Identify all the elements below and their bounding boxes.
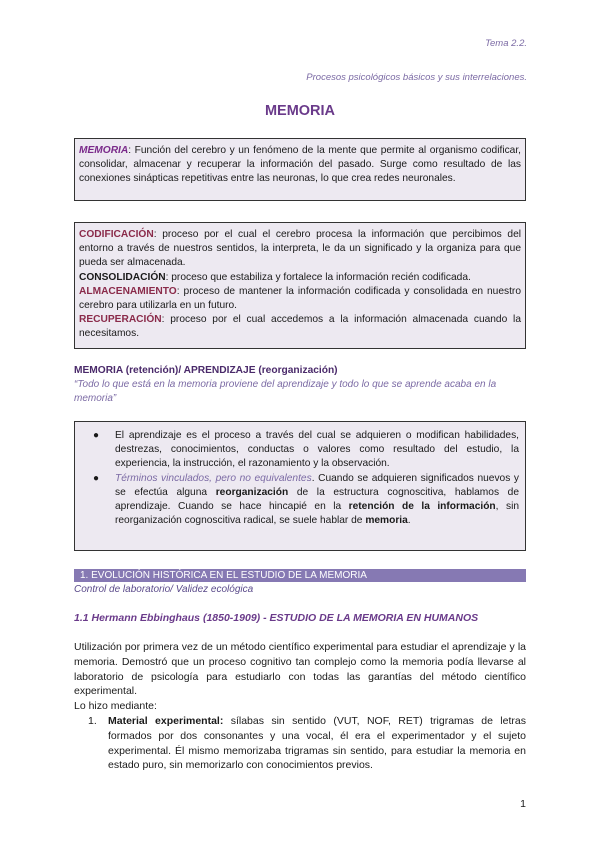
list-item [81,429,519,472]
section-heading: MEMORIA (retención)/ APRENDIZAJE (reorganización) [74,365,338,376]
bullet-text: El aprendizaje es el proceso a través del cual se adquieren o modifican habilidades, destrezas, conocimientos, conductas o valores como resultado del estudio, la experiencia, la instrucción, el razonamiento y la observación. [115,430,519,470]
bullet-icon: ● [93,472,100,484]
body-text [74,640,526,773]
bullet-bold: reorganización [215,486,289,498]
bullet-bold: retención de la información [348,501,496,513]
process-term: ALMACENAMIENTO [79,285,177,297]
section-quote: “Todo lo que está en la memoria proviene del aprendizaje y todo lo que se aprende acaba en la memoria” [74,379,497,404]
process-term: CONSOLIDACIÓN [79,271,166,283]
item-number: 1. [88,714,97,727]
section-band: 1. EVOLUCIÓN HISTÓRICA EN EL ESTUDIO DE LA MEMORIA [74,569,526,582]
subsection-heading: 1.1 Hermann Ebbinghaus (1850-1909) - ESTUDIO DE LA MEMORIA EN HUMANOS [74,612,479,624]
bullet-bold: memoria [365,515,408,527]
paragraph: Lo hizo mediante: [74,700,157,713]
item-text: sílabas sin sentido (VUT, NOF, RET) trigramas de letras formados por dos consonantes y una vocal, él era el experimentador y el sujeto experimental. Él mismo memorizaba trigramas sin sentido, para estudiar la memoria en estado puro, sin memorizarlo con conocimientos previos. [108,714,526,772]
bullet-text: de la estructura cognoscitiva, hablamos de aprendizaje. Cuando se hace hincapié en la [115,486,520,513]
bullet-text: . Cuando se adquieren significados nuevos y se efectúa alguna [115,472,519,498]
process-item [79,271,521,285]
processes-box [74,222,526,349]
item-term: Material experimental: [108,714,224,727]
header-tema: Tema 2.2. [485,38,527,49]
bullet-italic: Términos vinculados, pero no equivalentes [115,472,312,484]
bullet-text: , sin reorganización cognoscitiva radical, se suele hablar de [115,501,519,527]
process-item [79,228,521,271]
page-title: MEMORIA [264,103,336,119]
definition-text: : Función del cerebro y un fenómeno de la mente que permite al organismo codificar, consolidar, almacenar y recuperar la información del pasado. Surge como resultado de las conexiones sinápticas repetitivas entre las neuronas, lo que crea redes neuronales. [79,145,521,185]
learning-box [74,421,526,551]
process-term: CODIFICACIÓN [79,229,154,240]
process-text: : proceso de mantener la información codificada y consolidada en nuestro cerebro para utilizarla en un futuro. [79,285,521,312]
process-item [79,313,521,341]
definition-box [74,138,526,201]
page-number: 1 [520,798,526,810]
list-item [81,472,519,529]
bullet-list [81,429,519,528]
definition-term: MEMORIA [79,145,129,156]
list-item [74,714,526,773]
process-term: RECUPERACIÓN [79,314,162,326]
header-subtitle: Procesos psicológicos básicos y sus interrelaciones. [306,72,527,83]
process-item [79,285,521,313]
numbered-list [74,714,526,773]
bullet-icon: ● [93,430,100,441]
process-text: : proceso por el cual accedemos a la información almacenada cuando la necesitamos. [79,314,521,340]
section-band-sub: Control de laboratorio/ Validez ecológica [74,584,254,595]
paragraph: Utilización por primera vez de un método científico experimental para estudiar el aprendizaje y la memoria. Demostró que un proceso cognitivo tan complejo como la memoria podía llevarse al laboratorio de psicología para estudiarlo con todas las garantías del método científico experimental. [74,641,526,698]
process-text: : proceso que estabiliza y fortalece la información recién codificada. [165,271,471,283]
bullet-text: . [407,515,411,527]
process-text: : proceso por el cual el cerebro procesa la información que percibimos del entorno a través de nuestros sentidos, la interpreta, le da un significado y la organiza para que pueda ser almacenada. [79,229,521,269]
